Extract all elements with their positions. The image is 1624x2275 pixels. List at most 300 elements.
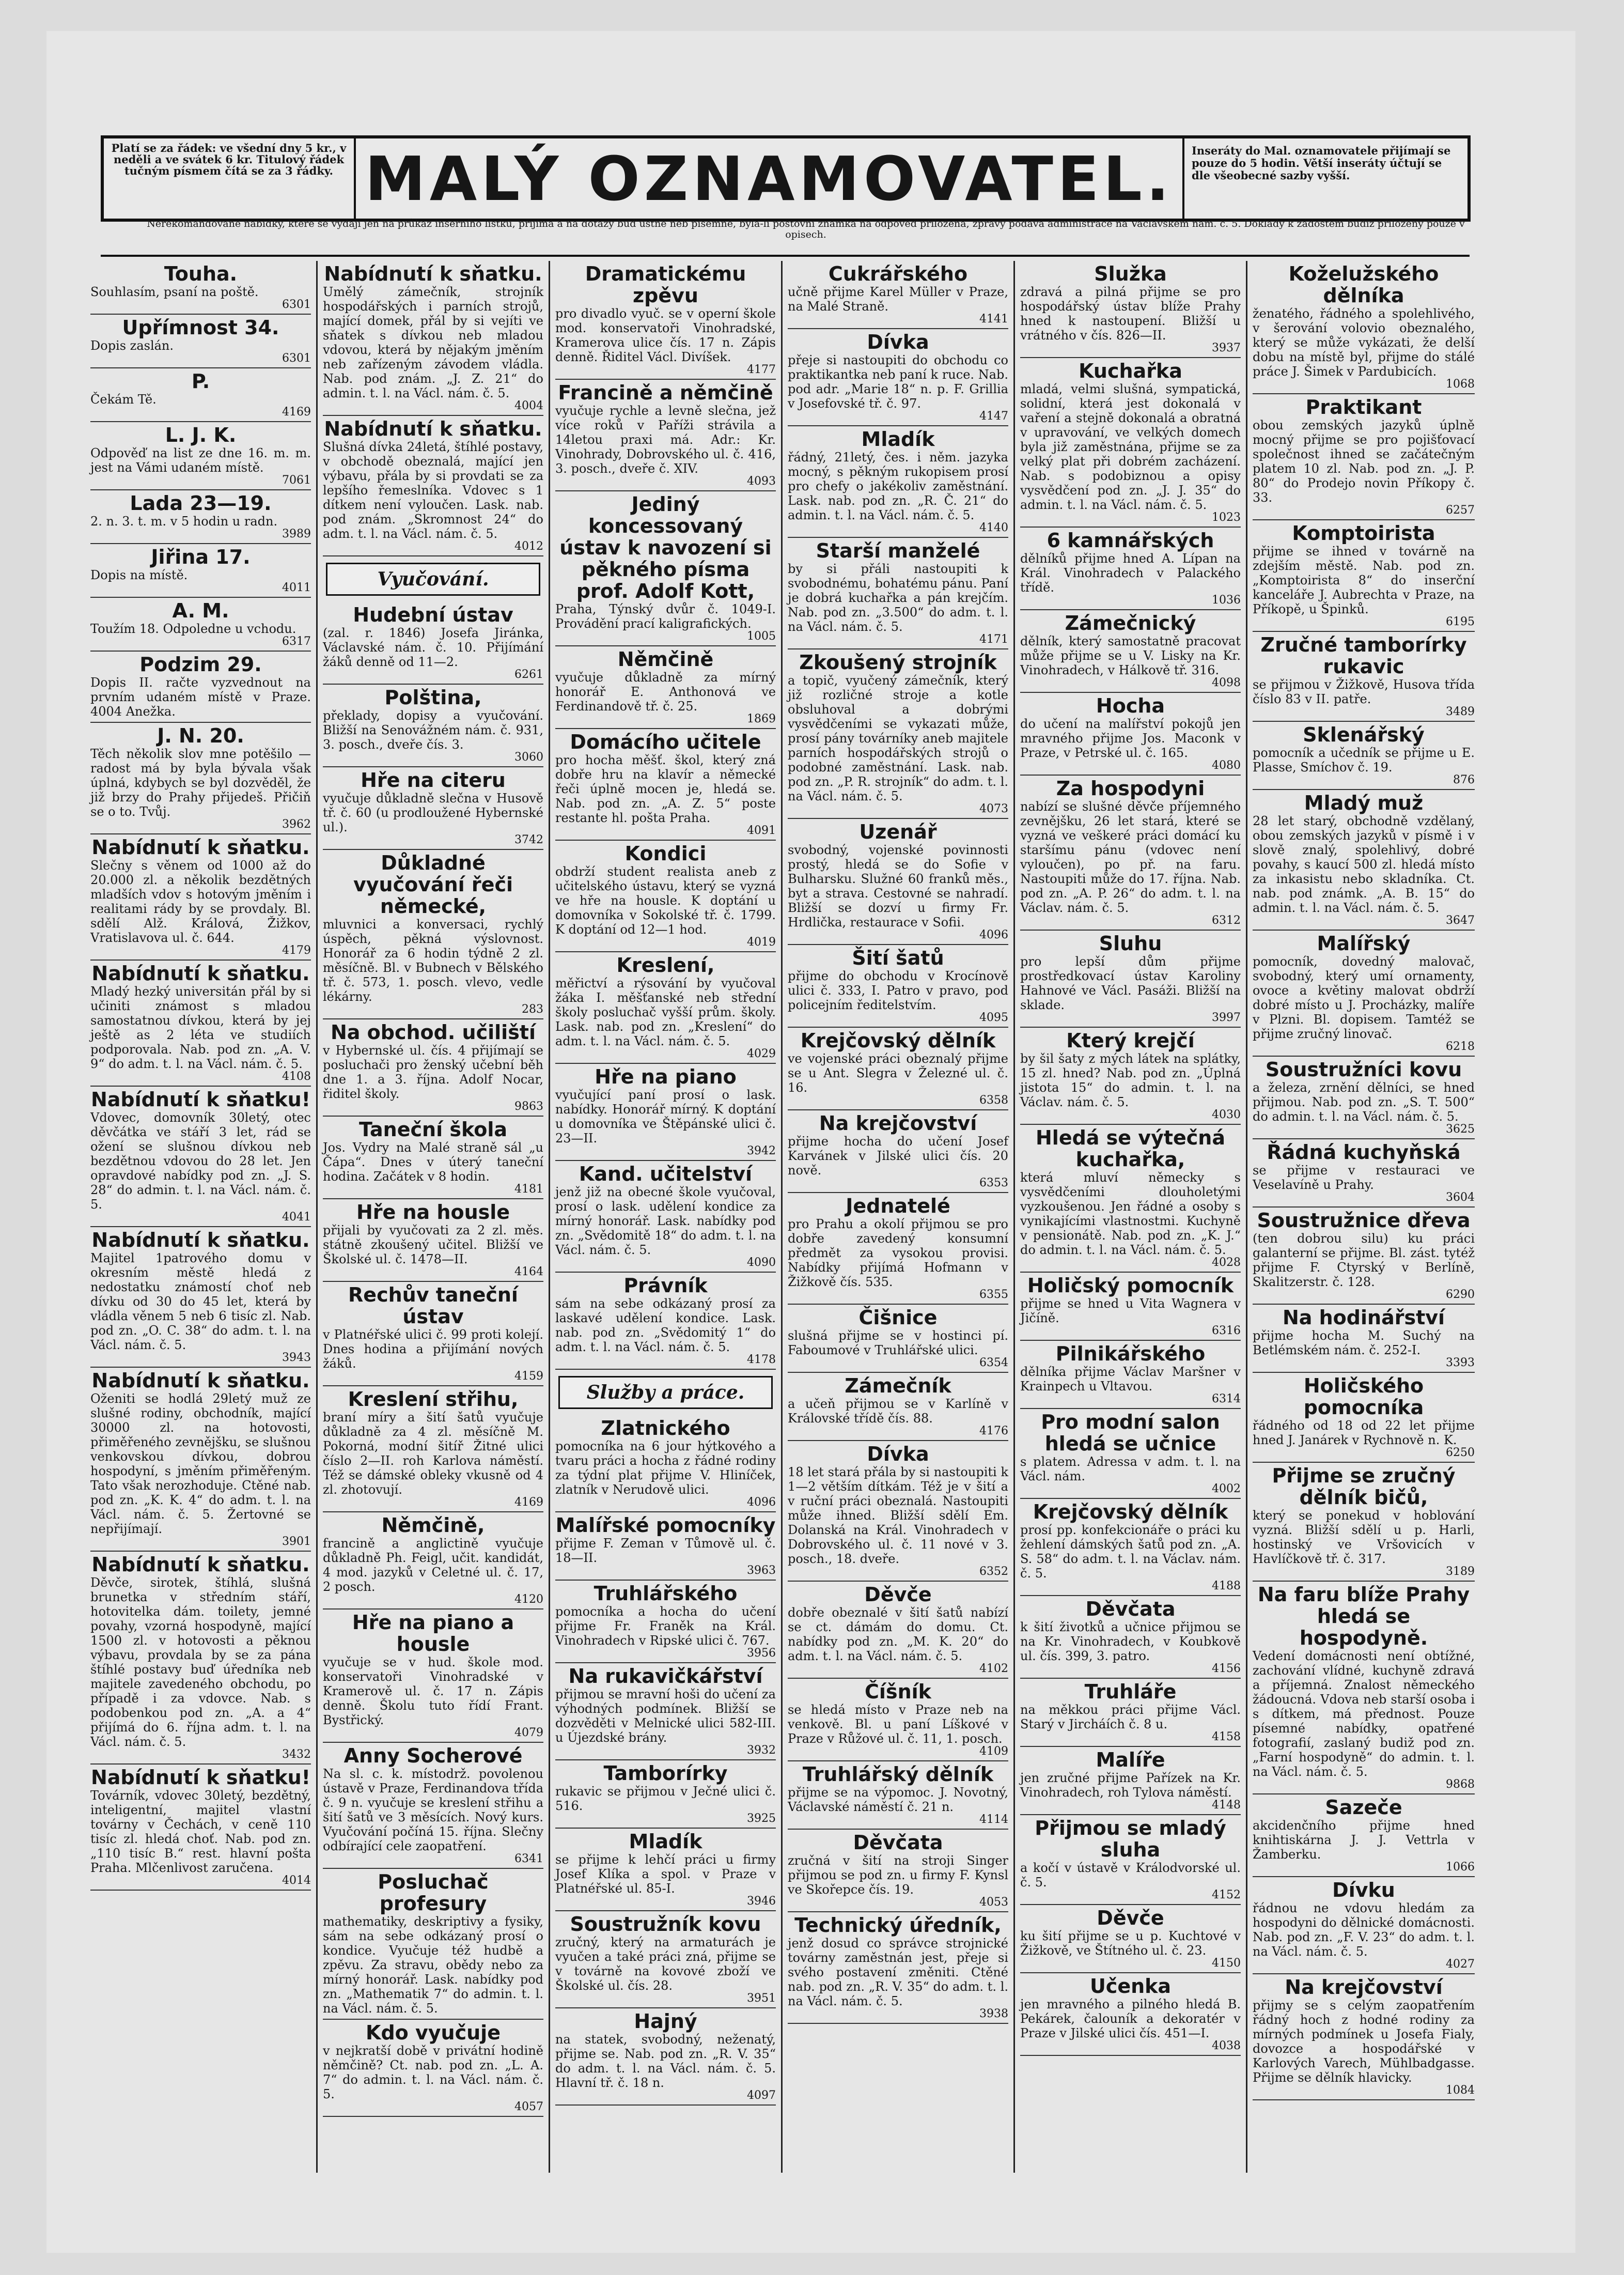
ad-number: 9863 [514,1100,543,1113]
classified-ad [90,490,311,544]
ad-number: 1023 [1212,511,1241,524]
ad-title: Zlatnického [601,1417,730,1440]
ad-number: 3937 [1212,342,1241,354]
ad-title: Hře na housle [356,1201,510,1224]
ad-body: jen mravného a pilného hledá B. Pekárek, čalouník a dekoratér v Praze v Jilské ulici čís. 451—I. [1020,1997,1241,2040]
ad-body: pomocník a učedník se přijme u E. Plasse, Smíchov č. 19. [1253,746,1475,775]
ad-title: Kdo vyučuje [366,2021,501,2044]
ad-title: Lada 23—19. [130,492,272,515]
ad-title: Děvčata [853,1831,943,1854]
ad-body: do učení na malířství pokojů jen mravného přijme Jos. Maconk v Praze, v Petrské ul. č. 165. [1020,717,1241,760]
classified-ad [1020,1679,1241,1747]
classified-ad [555,2008,776,2106]
ad-number: 4141 [979,313,1008,326]
ad-body: vyučuje důkladně slečna v Husově tř. č. 60 (u prodloužené Hybernské ul.). [323,791,543,834]
ad-body: Továrník, vdovec 30letý, bezdětný, inteligentní, majitel vlastní továrny v Čechách, v ceně 110 tisíc zl. hledá choť. Nab. pod zn. „110 tisíc B.“ rest. hlavní pošta Praha. Mlčenlivost zaručena. [90,1788,311,1875]
ad-column [318,261,550,2173]
classified-ad [555,1581,776,1663]
classified-ad [90,315,311,368]
classified-ad [1253,931,1475,1057]
ad-title: Krejčovský dělník [800,1029,996,1052]
classified-ad [555,1829,776,1911]
classified-ad [323,850,543,1019]
ad-title: Cukrářského [828,262,968,285]
classified-ad [1020,610,1241,693]
ad-body: rukavic se přijmou v Ječné ulici č. 516. [555,1784,776,1813]
ad-body: jenž dosud co správce strojnické továrny zaměstnán jest, přeje si svého postavení změniti. Ctěné nab. pod zn. „R. V. 35“ do adm. t. l. na Václ. nám. č. 5. [788,1936,1008,2008]
ad-body: jen zručné přijme Pařízek na Kr. Vinohradech, roh Tylova náměstí. [1020,1771,1241,1800]
ad-number: 4169 [282,406,311,419]
ad-column [85,261,318,2173]
ad-body: zručný, který na armaturách je vyučen a také práci zná, přijme se v továrně na kovové zboží ve Školské ul. čís. 28. [555,1935,776,1993]
classified-ad [1020,1815,1241,1905]
ad-title: Mladík [629,1830,702,1853]
masthead-rule [101,255,1470,257]
ad-number: 7061 [282,474,311,487]
ad-title: Podzim 29. [139,653,262,676]
ad-body: Umělý zámečník, strojník hospodářských i parních strojů, mající domek, přál by si vejíti ve sňatek s dívkou neb mladou vdovou, která by nějakým jměním neb zařízeným závodem vládla. Nab. pod znám. „J. Z. 21“ do admin. t. l. na Václ. nám. č. 5. [323,285,543,400]
classified-ad [323,1386,543,1512]
ad-title: A. M. [172,599,229,622]
ad-title: Malířské pomocníky [555,1514,776,1537]
ad-title: Soustružník kovu [570,1913,761,1936]
ad-body: (zal. r. 1846) Josefa Jiránka, Václavské nám. č. 10. Přijímání žáků denně od 11—2. [323,626,543,669]
masthead-title: MALÝ OZNAMOVATEL. [365,143,1174,214]
ad-number: 4147 [979,410,1008,423]
classified-ad [555,1663,776,1760]
ad-title: Upřímnost 34. [122,316,279,339]
ad-title: Soustružníci kovu [1265,1058,1462,1081]
ad-title: Nabídnutí k sňatku. [91,836,310,859]
classified-ad [90,1765,311,1891]
ad-column [1015,261,1247,2173]
classified-ad [323,1199,543,1282]
ad-body: 18 let stará přála by si nastoupiti k 1—2 větším dítkám. Též je v šití a v ruční práci obeznalá. Nastoupiti může ihned. Bližší sdělí Em. Dolanská na Král. Vinohradech v Dobrovského ul. č. 11 nové v 3. posch., 18. dveře. [788,1465,1008,1566]
ad-body: by šil šaty z mých látek na splátky, 15 zl. hned? Nab. pod zn. „Úplná jistota 15“ do admin. t. l. na Václav. nám. č. 5. [1020,1051,1241,1109]
classified-ad [90,1087,311,1227]
classified-ad [90,834,311,961]
classified-ad [1020,776,1241,931]
classified-ad [555,1512,776,1581]
ad-body: (ten dobrou silu) ku práci galanterní se přijme. Bl. zást. tytéž přijme F. Ctyrský v Berlíně, Skalitzerstr. č. 128. [1253,1231,1475,1289]
ad-number: 1869 [747,713,776,725]
ad-number: 4053 [979,1896,1008,1909]
ad-number: 3647 [1446,914,1475,927]
ad-title: Hledá se výtečná kuchařka, [1036,1126,1225,1171]
ad-title: Koželužského dělníka [1288,262,1439,307]
ad-title: Nabídnutí k sňatku. [324,417,542,440]
ad-body: prosí pp. konfekcionáře o práci ku žehlení dámských šatů pod zn. „A. S. 58“ do adm. t. l. na Václav. nám. č. 5. [1020,1523,1241,1581]
ad-body: vyučuje rychle a levně slečna, jež více roků v Paříži strávila a 14letou praxi má. Adr.: Kr. Vinohrady, Dobrovského ul. č. 416, 3. posch., dveře č. XIV. [555,404,776,476]
ad-number: 4014 [282,1874,311,1887]
ad-number: 3432 [282,1748,311,1761]
classified-ad [555,1415,776,1512]
ad-body: dobře obeznalé v šití šatů nabízí se ct. dámám do domu. Ct. nabídky pod zn. „M. K. 20“ do adm. t. l. na Václ. nám. č. 5. [788,1605,1008,1663]
ad-body: mathematiky, deskriptivy a fysiky, sám na sebe odkázaný prosí o kondice. Vyučuje též hudbě a zpěvu. Za stravu, obědy nebo za mírný honorář. Lask. nabídky pod zn. „Mathematik 7“ do admin. t. l. na Václ. nám. č. 5. [323,1914,543,2016]
ad-title: Děvče [864,1583,932,1606]
ad-title: Starší manželé [816,539,980,562]
ad-body: Toužím 18. Odpoledne u vchodu. [90,622,296,636]
ad-title: Hře na citeru [361,769,506,792]
ad-number: 4159 [514,1370,543,1383]
ad-number: 4041 [282,1211,311,1224]
classified-ad [1020,1409,1241,1499]
ad-number: 4012 [514,540,543,553]
ad-number: 4079 [514,1726,543,1739]
ad-body: na statek, svobodný, neženatý, přijme se. Nab. pod zn. „R. V. 35“ do adm. t. l. na Václ. nám. č. 5. Hlavní tř. č. 18 n. [555,2032,776,2090]
classified-ad [1020,931,1241,1028]
ad-number: 4176 [979,1425,1008,1437]
ad-body: v Platnéřské ulici č. 99 proti kolejí. Dnes hodina a přijímání nových žáků. [323,1327,543,1371]
classified-ad [1020,1125,1241,1273]
ad-title: Uzenář [859,821,937,843]
ad-title: Řádná kuchyňská [1267,1141,1461,1164]
classified-ad [1253,722,1475,790]
ad-body: řádného od 18 od 22 let přijme hned J. Janárek v Rychnově n. K. [1253,1418,1475,1447]
masthead-insertion-box: Inseráty do Mal. oznamovatele přijímají se pouze do 5 hodin. Větší inseráty účtují se dle všeobecné sazby vyšší. [1182,138,1467,219]
classified-ad [90,261,311,315]
ad-body: Těch několik slov mne potěšilo — radost má by byla bývala však úplná, kdybych se byl dozvěděl, že již brzy do Prahy přijedeš. Přičiň se o to. Tvůj. [90,747,311,819]
ad-body: ku šití přijme se u p. Kuchtové v Žižkově, ve Štítného ul. č. 23. [1020,1929,1241,1958]
ad-title: Nabídnutí k sňatku. [91,962,310,985]
ad-number: 6317 [282,635,311,648]
ad-title: Učenka [1089,1975,1172,1998]
ad-column [1247,261,1480,2173]
ad-number: 4171 [979,633,1008,646]
classified-ad [90,1368,311,1552]
ad-body: k šití životků a učnice přijmou se na Kr. Vinohradech, v Koubkově ul. čís. 399, 3. patro. [1020,1620,1241,1663]
classified-ad [323,1512,543,1609]
ad-title: Děvčata [1085,1598,1176,1620]
masthead-notice: Nerekomandované nabídky, které se vydají jen na průkaz inserního lístku, přijímá a na dotazy buď ústně neb písemně, byla-li poštovní známka na odpověď přiložena, zprávy podává administrace na Václavském nám. č. 5. Doklady k žádostem budiž přiloženy pouze v opisech. [147,218,1465,240]
ad-column [783,261,1015,2173]
classified-ad [788,1679,1008,1761]
ad-title: Čišnice [858,1306,938,1329]
ad-title: Kuchařka [1079,360,1182,382]
ad-body: Děvče, sirotek, štíhlá, slušná brunetka v středním stáří, hotovitelka dám. toilety, jemné povahy, vzorná hospodyně, mající 1500 zl. v hotovosti a pěknou výbavu, provdala by se za pána štíhlé postavy buď úředníka neb majitele zavedeného obchodu, po případě i za vdovce. Nab. s podobenkou pod zn. „A. a 4“ přijímá do 6. října adm. t. l. na Václ. nám. č. 5. [90,1575,311,1749]
ad-number: 4177 [747,363,776,376]
classified-ad [1253,1463,1475,1582]
ad-title: Posluchač profesury [378,1870,489,1915]
ad-title: Sklenářský [1303,723,1425,746]
ad-number: 3942 [747,1144,776,1157]
ad-body: pro hocha měšť. škol, který zná dobře hru na klavír a německé řeči úplně mocen je, hledá se. Nab. pod zn. „A. Z. 5“ poste restante hl. pošta Praha. [555,753,776,825]
ad-body: Slečny s věnem od 1000 až do 20.000 zl. a několik bezdětných mladších vdov s hotovým jměním i realitami rády by se provdaly. Bl. sdělí Alž. Králová, Žižkov, Vratislavova ul. č. 644. [90,858,311,945]
ad-body: Dopis na místě. [90,568,188,582]
ad-title: Pro modní salon hledá se učnice [1041,1411,1220,1455]
classified-ad [90,723,311,834]
ad-body: vyučuje důkladně za mírný honorář E. Anthonová ve Ferdinandově tř. č. 25. [555,670,776,714]
ad-body: Vedení domácnosti není obtížné, zachování vlídné, kuchyně zdravá a příjemná. Znalost německého žádoucná. Vdova neb starší osoba i s dítkem, má přednost. Pouze písemné nabídky, opatřené fotografií, zaslaný budiž pod zn. „Farní hospodyně“ do admin. t. l. na Václ. nám. č. 5. [1253,1649,1475,1779]
ad-title: 6 kamnářských [1047,529,1214,552]
classified-ad [90,652,311,723]
ad-title: Touha. [164,262,238,285]
ad-number: 4038 [1212,2039,1241,2052]
ad-body: pro Prahu a okolí přijmou se pro dobře zavedený konsumní předmět za vysokou provisi. Nabídky přijímá Hofmann v Žižkově čís. 535. [788,1217,1008,1289]
ad-number: 9868 [1446,1778,1475,1791]
classified-ad [1020,1973,1241,2056]
classified-ad [788,426,1008,538]
ad-title: Zručné tamborírky rukavic [1260,633,1467,678]
classified-ad [1020,1905,1241,1973]
ad-number: 4188 [1212,1580,1241,1592]
classified-ad [323,1609,543,1743]
section-heading: Vyučování. [326,563,540,596]
ad-title: Kreslení, [616,954,715,977]
ad-number: 4080 [1212,759,1241,772]
ad-body: přijali by vyučovati za 2 zl. měs. státně zkoušený učitel. Bližší ve Školské ul. č. 1478—II. [323,1223,543,1266]
ad-title: Nabídnutí k sňatku. [91,1369,310,1392]
classified-ad [555,1064,776,1161]
ad-title: Praktikant [1305,396,1422,419]
ad-title: Malířský [1317,932,1411,955]
ad-title: Právník [623,1274,708,1297]
classified-ad [323,767,543,850]
ad-number: 4097 [747,2089,776,2102]
ad-number: 4096 [747,1496,776,1509]
ad-body: Mladý hezký universitán přál by si učiniti známost s mladou samostatnou dívkou, která by jej ještě as 2 léta ve studiích podporovala. Nab. pod zn. „A. V. 9“ do adm. t. l. na Václ. nám. č. 5. [90,984,311,1071]
ad-body: vyučující paní prosí o lask. nabídky. Honorář mírný. K doptání u domovníka ve Štěpánské ulici č. 23—II. [555,1088,776,1146]
ad-title: Zámečník [845,1374,951,1397]
ad-title: Kreslení střihu, [348,1388,519,1411]
classified-ad [788,1028,1008,1110]
ad-title: J. N. 20. [157,724,244,747]
ad-number: 4158 [1212,1730,1241,1743]
ad-body: Čekám Tě. [90,392,157,407]
classified-ad [90,1227,311,1368]
classified-ad [1020,528,1241,610]
ad-number: 1036 [1212,594,1241,607]
ad-number: 3946 [747,1895,776,1908]
ad-number: 4028 [1212,1256,1241,1269]
classified-ad [90,598,311,652]
ad-number: 4120 [514,1593,543,1606]
ad-number: 3625 [1446,1123,1475,1136]
ad-number: 6261 [514,668,543,681]
classified-ad [1253,1373,1475,1463]
classified-ad [1020,358,1241,528]
ad-title: Dívka [867,331,929,353]
ad-body: braní míry a šití šatů vyučuje důkladně za 4 zl. měsíčně M. Pokorná, modní šitíř Žitné ulici číslo 2—II. roh Karlova náměstí. Též se dámské oblekу vkusně od 4 zl. zhotovují. [323,1410,543,1497]
ad-number: 4057 [514,2100,543,2113]
ad-number: 1066 [1446,1861,1475,1874]
classified-ad [788,649,1008,819]
ad-number: 3956 [747,1647,776,1660]
ad-title: Sluhu [1099,932,1162,955]
classified-ad [1253,1974,1475,2100]
ad-body: by si přáli nastoupiti k svobodnému, bohatému pánu. Paní je dobrá kuchařka a pán krejčím. Nab. pod zn. „3.500“ do adm. t. l. na Václ. nám. č. 5. [788,562,1008,634]
ad-number: 4091 [747,824,776,837]
ad-title: Zámečnický [1065,612,1196,634]
ad-title: Dívka [867,1443,929,1465]
classified-ad [555,729,776,841]
ad-title: Nabídnutí k sňatku. [324,262,542,285]
ad-body: pomocník, dovedný malovač, svobodný, který umí ornamenty, ovoce a květiny malovat obdrží dobré místo u J. Procházky, malíře v Plzni. Bl. dopisem. Tamtéž se přijme zručný linovač. [1253,954,1475,1041]
ad-body: na měkkou práci přijme Václ. Starý v Jircháích č. 8 u. [1020,1703,1241,1731]
classified-ad [555,1760,776,1829]
ad-body: přijme F. Zeman v Tůmově ul. č. 18—II. [555,1536,776,1565]
ad-body: francině a anglictině vyučuje důkladně Ph. Feigl, učit. kandidát, 4 mod. jazyků v Celetné ul. č. 17, 2 posch. [323,1536,543,1594]
ad-title: Němčině, [381,1514,485,1537]
ad-body: Odpověď na list ze dne 16. m. m. jest na Vámi udaném místě. [90,446,311,475]
ad-number: 4108 [282,1070,311,1083]
ad-title: Domácího učitele [570,731,761,753]
classified-ad [788,1582,1008,1679]
ad-title: Jediný koncessovaný ústav k navození si pěkného písma prof. Adolf Kott, [559,493,772,602]
ad-title: Služka [1094,262,1167,285]
ad-title: Pilnikářského [1055,1342,1206,1365]
ad-number: 6301 [282,298,311,311]
ad-body: a topič, vyučený zámečník, který již rozličné stroje a kotle obsluhoval a dobrými vysvědčeními se vykazati může, prosí pány továrníky aneb majitele parních hospodářských strojů o podobné zaměstnání. Lask. nab. pod zn. „P. R. strojník“ do adm. t. l. na Václ. nám. č. 5. [788,673,1008,803]
ad-body: která mluví německy s vysvědčeními dlouholetými vyzkoušenou. Jen řádné a osoby s vynikajícími vlastnostmi. Kuchyně v pensionátě. Nab. pod zn. „K. J.“ do admin. t. l. na Václ. nám. č. 5. [1020,1170,1241,1257]
ad-body: zručná v šití na stroji Singer přijmou se pod zn. u firmy F. Kynsl ve Skořepce čís. 19. [788,1853,1008,1897]
ad-number: 4150 [1212,1957,1241,1970]
classified-ad [1253,1877,1475,1974]
classified-ad [1253,520,1475,632]
ad-title: Nabídnutí k sňatku! [90,1766,311,1789]
classified-ad [1253,1139,1475,1208]
ad-title: Truhlářský dělník [802,1763,994,1786]
ad-body: dělníků přijme hned A. Lípan na Král. Vinohradech v Palackého třídě. [1020,551,1241,595]
ad-body: pro divadlo vyuč. se v operní škole mod. konservatoři Vinohradské, Kramerova ulice čís. 17 n. Zápis denně. Řiditel Václ. Divíšek. [555,306,776,364]
classified-ad [788,329,1008,426]
ad-title: Na hodinářství [1282,1306,1445,1329]
ad-body: nabízí se slušné děvče příjemného zevnějšku, 26 let stará, které se vyzná ve veškeré práci domácí ku staršímu pánu (vdovec není vyloučen), po př. na faru. Nastoupiti může do 17. října. Nab. pod zn. „A. P. 26“ do adm. t. l. na Václav. nám. č. 5. [1020,799,1241,915]
classified-ad [555,380,776,491]
ad-title: P. [191,370,210,393]
ad-body: pro lepší dům přijme prostředkovací ústav Karoliny Hahnové ve Václ. Pasáži. Bližší na sklade. [1020,954,1241,1012]
classified-ad [1253,1305,1475,1373]
classified-ad [1020,261,1241,358]
ad-body: v nejkratší době v privátní hodině němčině? Ct. nab. pod zn. „L. A. 7“ do admin. t. l. na Václ. nám. č. 5. [323,2044,543,2101]
classified-ad [1020,1596,1241,1679]
ad-number: 4029 [747,1047,776,1060]
ad-title: Na rukavičkářství [568,1665,763,1688]
ad-body: Oženiti se hodlá 29letý muž ze slušné rodiny, obchodník, mající 30000 zl. na hotovosti, přiměřeného zevnějšku, se slušnou venkovskou dívkou, dobrou hospodyní, s jměním přiměřeným. Tato však nerozhoduje. Ctěné nab. pod zn. „K. K. 4“ do adm. t. l. na Václ. nám. č. 5. Žertovné se nepřijímají. [90,1391,311,1536]
ad-title: Technický úředník, [794,1914,1002,1937]
classified-ad [555,646,776,729]
classified-ad [1020,1499,1241,1596]
ad-body: přijmou se mravní hoši do učení za výhodných podmínek. Bližší se dozvěděti v Melnické ulici 582-III. u Újezdské brány. [555,1687,776,1745]
classified-ad [1253,1582,1475,1794]
classified-ad [1020,693,1241,776]
classified-ad [90,961,311,1087]
ad-number: 3963 [747,1564,776,1577]
classified-ad [323,685,543,767]
ad-title: Hocha [1096,694,1165,717]
ad-number: 4109 [979,1745,1008,1758]
ad-body: mluvnici a konversaci, rychlý úspěch, pěkná výslovnost. Honorář za 6 hodin týdně 2 zl. měsíčně. Bl. v Bubnech v Bělského tř. č. 573, 1. posch. vlevo, vedle lékárny. [323,917,543,1004]
ad-title: Na krejčovství [1285,1976,1443,1999]
classified-ad [555,841,776,952]
section-heading: Služby a práce. [558,1376,773,1409]
classified-ad [788,538,1008,649]
ad-number: 3060 [514,751,543,764]
ad-title: Anny Socherové [343,1744,523,1767]
ad-body: se přijme v restauraci ve Veselavíně u Prahy. [1253,1163,1475,1192]
classified-ad [555,1911,776,2008]
ad-body: ve vojenské práci obeznalý přijme se u Ant. Slegra v Železné ul. č. 16. [788,1051,1008,1095]
ad-body: mladá, velmi slušná, sympatická, solidní, která jest dokonalá v vaření a stejně dokonalá a obratná v upravování, ve velkých domech byla již zaměstnána, přijme se za velký plat při dobrém zacházení. Nab. s podobiznou a opisy vysvědčení pod zn. „J. J. 35“ do admin. t. l. na Václ. nám. č. 5. [1020,382,1241,512]
classified-ad [90,422,311,490]
ad-body: 28 let starý, obchodně vzdělaný, obou zemských jazyků v písmě i v slově znalý, spolehlivý, dobré povahy, s kaucí 500 zl. hledá místo za inkasistu nebo skladníka. Ct. nab. pod známk. „A. B. 15“ do admin. t. l. na Václ. nám. č. 5. [1253,814,1475,915]
ad-number: 4102 [979,1662,1008,1675]
ad-title: Rechův taneční ústav [348,1283,518,1328]
ad-title: Truhláře [1084,1680,1177,1703]
ad-number: 3943 [282,1351,311,1364]
classified-ad [788,1305,1008,1373]
ad-body: přijme do obchodu v Krocínově ulici č. 333, I. Patro v pravo, pod policejním ředitelstvím. [788,969,1008,1012]
classified-ad [1020,1028,1241,1125]
ad-title: Kand. učitelství [579,1163,753,1185]
ad-body: dělník, který samostatně pracovat může přijme se u V. Lisky na Kr. Vinohradech, v Hálkově tř. 316. [1020,634,1241,677]
ad-number: 6301 [282,352,311,365]
ad-title: Holičského pomocníka [1303,1374,1424,1419]
classified-ad [1253,632,1475,722]
classified-ad [555,952,776,1064]
classified-ad [788,1761,1008,1830]
classified-ad [1253,1794,1475,1877]
ad-body: přijme se na výpomoc. J. Novotný, Václavské náměstí č. 21 n. [788,1785,1008,1814]
ad-title: Krejčovský dělník [1033,1500,1228,1523]
classified-ad [323,1019,543,1117]
ad-title: Soustružnice dřeva [1257,1209,1471,1232]
classified-ad [90,368,311,422]
ad-number: 3938 [979,2007,1008,2020]
ad-number: 6218 [1446,1040,1475,1053]
ad-number: 4073 [979,802,1008,815]
ad-body: jenž již na obecné škole vyučoval, prosí o lask. udělení kondice za mírný honorář. Lask. nabídky pod zn. „Svědomitě 18“ do adm. t. l. na Václ. nám. č. 5. [555,1185,776,1257]
ad-number: 4095 [979,1011,1008,1024]
ad-body: akcidenčního přijme hned knihtiskárna J. J. Vettrla v Žamberku. [1253,1818,1475,1862]
ad-number: 4181 [514,1183,543,1196]
ad-body: zdravá a pilná přijme se pro hospodářský ústav blíže Prahy hned k nastoupení. Bližší u vrátného v čís. 826—II. [1020,285,1241,343]
ad-number: 4098 [1212,676,1241,689]
ad-number: 6257 [1446,504,1475,517]
ad-title: Mladík [861,428,935,451]
ad-title: Nabídnutí k sňatku. [91,1553,310,1576]
classified-ad [555,1273,776,1370]
classified-ad [788,1912,1008,2024]
classified-ad [788,1373,1008,1441]
ad-title: Číšník [865,1680,931,1703]
classified-ad [555,491,776,646]
ad-title: Sazeče [1325,1796,1402,1819]
ad-body: se přijme k lehčí práci u firmy Josef Klíka a spol. v Praze v Platnéřské ul. 85-I. [555,1852,776,1896]
ad-number: 3989 [282,528,311,540]
ad-number: 6352 [979,1565,1008,1578]
ad-body: sám na sebe odkázaný prosí za laskavé udělení kondice. Lask. nab. pod zn. „Svědomitý 1“ do adm. t. l. na Václ. nám. č. 5. [555,1296,776,1354]
ad-number: 6314 [1212,1392,1241,1405]
ad-number: 4156 [1212,1662,1241,1675]
ad-number: 3604 [1446,1191,1475,1204]
ad-title: Dramatickému zpěvu [585,262,746,307]
ad-number: 6358 [979,1094,1008,1107]
ad-number: 3932 [747,1744,776,1757]
ad-body: přijme se ihned v továrně na zdejším městě. Nab. pod zn. „Komptoirista 8“ do inserční kanceláře J. Aubrechta v Praze, na Příkopě, u Špinků. [1253,544,1475,616]
ad-body: přijme hocha M. Suchý na Betlémském nám. č. 252-I. [1253,1328,1475,1357]
classified-ad [323,1869,543,2020]
ad-title: Jiřina 17. [151,546,251,568]
ad-number: 3189 [1446,1565,1475,1578]
classified-ad [788,261,1008,329]
ad-title: Na obchod. učiliští [331,1021,536,1044]
masthead [101,135,1471,222]
ad-body: Majitel 1patrového domu v okresním městě hledá z nedostatku známostí choť neb dívku od 30 do 45 let, která by vládla věnem 5 neb 6 tisíc zl. Nab. pod zn. „O. C. 38“ do adm. t. l. na Václ. nám. č. 5. [90,1251,311,1352]
ad-number: 3393 [1446,1356,1475,1369]
classified-ad [90,1552,311,1765]
ad-title: Taneční škola [359,1118,507,1141]
